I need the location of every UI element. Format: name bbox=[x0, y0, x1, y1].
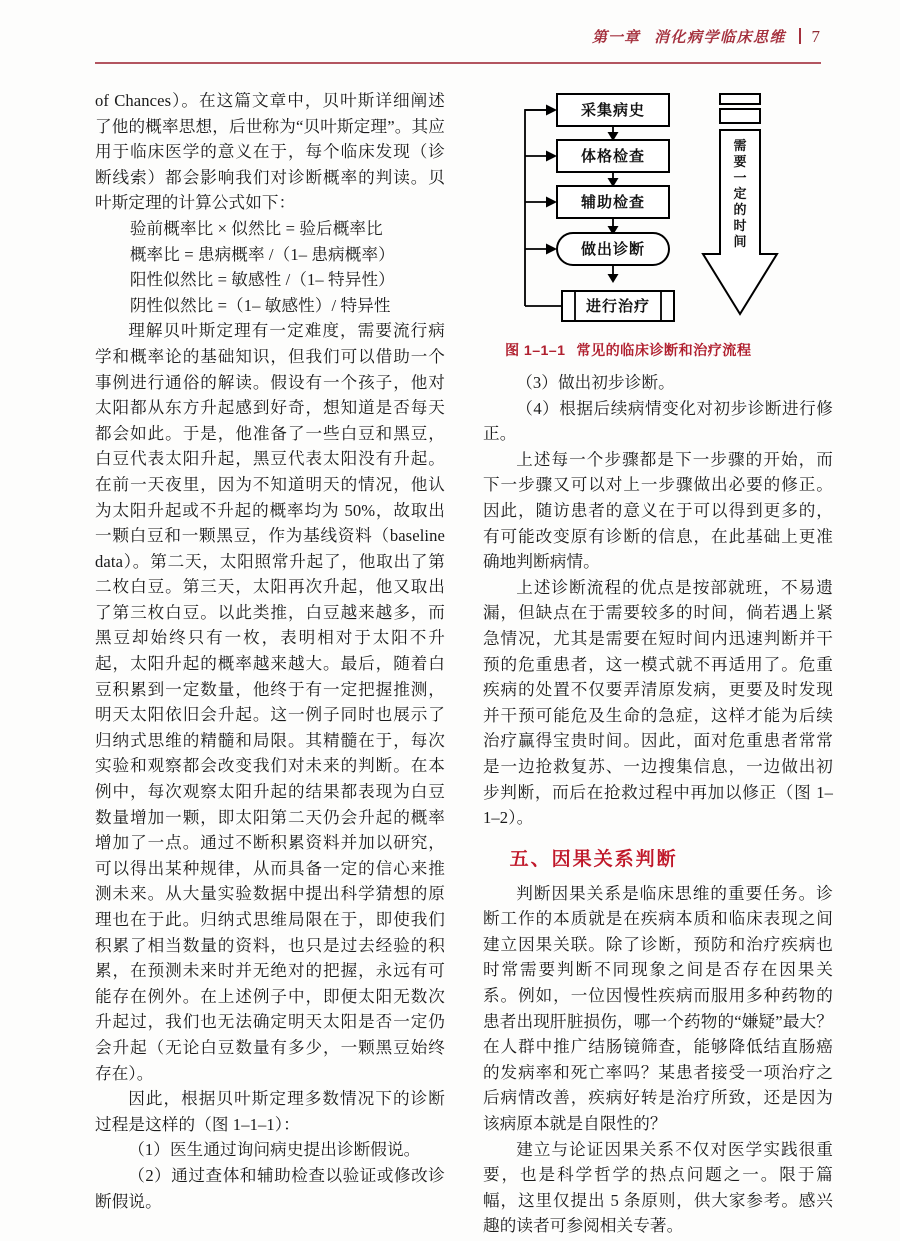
flow-node-label: 做出诊断 bbox=[580, 242, 646, 258]
header-chapter-label: 第一章 bbox=[591, 30, 640, 46]
connector-diagnosis-to-treatment bbox=[608, 265, 619, 283]
flow-node-label: 辅助检查 bbox=[580, 195, 646, 211]
paragraph: （1）医生通过询问病史提出诊断假说。 bbox=[128, 1140, 421, 1160]
paragraph: 上述每一个步骤都是下一步骤的开始，而下一步骤又可以对上一步骤做出必要的修正。因此，随访患者的意义在于可以得到更多的，有可能改变原有诊断的信息，在此基础上更准确地判断病情。 bbox=[483, 449, 833, 572]
feedback-spine bbox=[525, 110, 546, 306]
flowchart-svg bbox=[483, 88, 833, 336]
paragraph: 建立与论证因果关系不仅对医学实践很重要，也是科学哲学的热点问题之一。限于篇幅，这里仅提出 5 条原则，供大家参考。感兴趣的读者可参阅相关专著。 bbox=[483, 1139, 833, 1236]
flow-node-make-diagnosis bbox=[557, 233, 669, 265]
formula-line: 阴性似然比 =（1– 敏感性）/ 特异性 bbox=[129, 295, 391, 315]
right-text-column bbox=[483, 88, 833, 1239]
paragraph: 理解贝叶斯定理有一定难度，需要流行病学和概率论的基础知识，但我们可以借助一个事例进行通俗的解读。假设有一个孩子，他对太阳都从东方升起感到好奇，想知道是否每天都会如此。于是，他准备了一些白豆和黑豆，白豆代表太阳升起，黑豆代表太阳没有升起。在前一天夜里，因为不知道明天的情况，他认为太阳升起或不升起的概率均为 50%，故取出一颗白豆和一颗黑豆，作为基线资料（baseline data）。第二天，太阳照常升起了，他取出了第二枚白豆。第三天，太阳再次升起，他又取出了第三枚白豆。以此类推，白豆越来越多，而黑豆却始终只有一枚，表明相对于太阳不升起，太阳升起的概率越来越大。最后，随着白豆积累到一定数量，他终于有一定把握推测，明天太阳依旧会升起。这一例子同时也展示了归纳式思维的精髓和局限。其精髓在于，每次实验和观察都会改变我们对未来的判断。在本例中，每次观察太阳升起的结果都表现为白豆数量增加一颗，即太阳第二天仍会升起的概率增加了一点。通过不断积累资料并加以研究，可以得出某种规律，从而具备一定的信心来推测未来。从大量实验数据中提出科学猜想的原理也在于此。归纳式思维局限在于，即使我们积累了相当数量的资料，也只是过去经验的积累，在预测未来时并无绝对的把握，永远有可能存在例外。在上述例子中，即便太阳无数次升起过，我们也无法确定明天太阳是否一定仍会升起（无论白豆数量有多少，一颗黑豆始终存在）。 bbox=[95, 321, 445, 1083]
feedback-arrow-to-diagnosis bbox=[525, 244, 557, 255]
left-text-column bbox=[95, 88, 445, 1214]
time-arrow-char: 一 bbox=[733, 170, 747, 185]
paragraph: （3）做出初步诊断。 bbox=[516, 373, 675, 392]
feedback-arrow-to-auxiliary bbox=[525, 197, 557, 208]
header-divider-rule bbox=[799, 28, 801, 44]
flow-node-label: 采集病史 bbox=[580, 103, 646, 119]
feedback-arrow-to-physical bbox=[525, 151, 557, 162]
time-arrow-char: 要 bbox=[733, 154, 747, 169]
page-number: 7 bbox=[811, 27, 820, 46]
connector-history-to-physical bbox=[608, 126, 619, 141]
figure-caption-number: 图 1–1–1 bbox=[505, 343, 566, 359]
header-horizontal-rule bbox=[95, 62, 821, 64]
figure-diagnostic-flowchart bbox=[483, 88, 833, 336]
connector-physical-to-auxiliary bbox=[608, 172, 619, 187]
formula-line: 验前概率比 × 似然比 = 验后概率比 bbox=[129, 218, 383, 238]
flow-node-label: 进行治疗 bbox=[585, 299, 651, 315]
flow-node-auxiliary-exam bbox=[557, 186, 669, 218]
flow-node-perform-treatment bbox=[562, 291, 674, 321]
formula-line: 概率比 = 患病概率 /（1– 患病概率） bbox=[129, 244, 395, 264]
paragraph: （2）通过查体和辅助检查以验证或修改诊断假说。 bbox=[95, 1165, 445, 1211]
time-arrow bbox=[703, 94, 777, 314]
figure-caption bbox=[483, 340, 833, 360]
figure-caption-text: 常见的临床诊断和治疗流程 bbox=[576, 343, 752, 359]
feedback-arrow-to-history bbox=[525, 105, 557, 116]
flow-node-label: 体格检查 bbox=[580, 149, 646, 165]
paragraph: 判断因果关系是临床思维的重要任务。诊断工作的本质就是在疾病本质和临床表现之间建立因果关联。除了诊断，预防和治疗疾病也时常需要判断不同现象之间是否存在因果关系。例如，一位因慢性疾病而服用多种药物的患者出现肝脏损伤，哪一个药物的“嫌疑”最大？在人群中推广结肠镜筛查，能够降低结直肠癌的发病率和死亡率吗？某患者接受一项治疗之后病情改善，疾病好转是治疗所致，还是因为该病原本就是自限性的？ bbox=[483, 883, 833, 1134]
time-arrow-char: 间 bbox=[733, 234, 747, 249]
paragraph: 因此，根据贝叶斯定理多数情况下的诊断过程是这样的（图 1–1–1）： bbox=[95, 1089, 445, 1134]
time-arrow-char: 时 bbox=[733, 218, 747, 233]
paragraph: （4）根据后续病情变化对初步诊断进行修正。 bbox=[483, 398, 833, 444]
paragraph: 上述诊断流程的优点是按部就班，不易遗漏，但缺点在于需要较多的时间，倘若遇上紧急情况，尤其是需要在短时间内迅速判断并干预的危重患者，这一模式就不再适用了。危重疾病的处置不仅要弄清原发病，更要及时发现并干预可能危及生命的急症，这样才能为后续治疗赢得宝贵时间。因此，面对危重患者常常是一边抢救复苏、一边搜集信息，一边做出初步判断，而后在抢救过程中再加以修正（图 1–1–2）。 bbox=[483, 577, 833, 828]
formula-line: 阳性似然比 = 敏感性 /（1– 特异性） bbox=[129, 270, 395, 290]
section-heading: 五、因果关系判断 bbox=[509, 848, 678, 870]
flow-node-collect-history bbox=[557, 94, 669, 126]
time-arrow-char: 需 bbox=[733, 138, 747, 153]
header-title: 消化病学临床思维 bbox=[653, 30, 786, 46]
time-arrow-char: 定 bbox=[733, 186, 747, 201]
flow-node-physical-exam bbox=[557, 140, 669, 172]
paragraph: of Chances）。在这篇文章中，贝叶斯详细阐述了他的概率思想，后世称为“贝叶斯定理”。其应用于临床医学的意义在于，每个临床发现（诊断线索）都会影响我们对诊断概率的判读。贝叶斯定理的计算公式如下： bbox=[95, 91, 445, 213]
time-arrow-char: 的 bbox=[733, 202, 747, 217]
running-head bbox=[95, 26, 820, 60]
